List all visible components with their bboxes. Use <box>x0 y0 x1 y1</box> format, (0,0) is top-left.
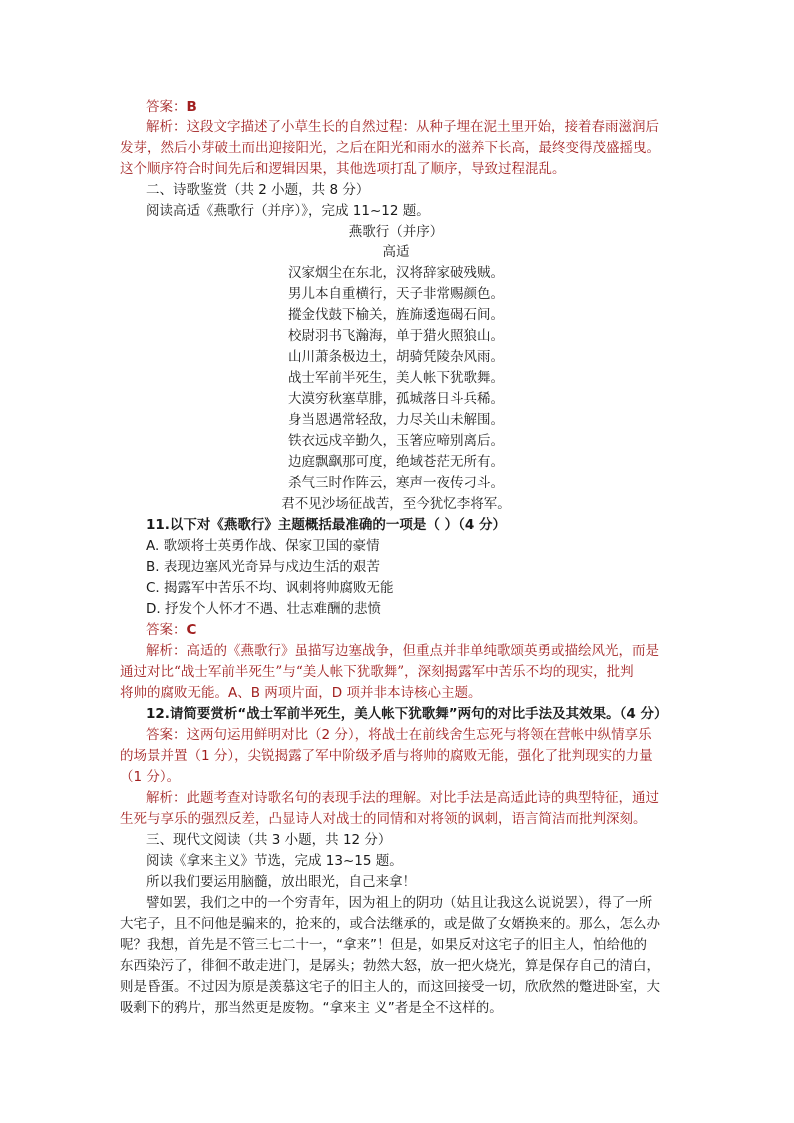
q12-answer-line: 的场景并置（1 分），尖锐揭露了军中阶级矛盾与将帅的腐败无能，强化了批判现实的力量 <box>120 748 653 764</box>
q12-answer-line: （1 分）。 <box>120 769 181 785</box>
passage-line: 东西染污了，徘徊不敢走进门，是孱头；勃然大怒，放一把火烧光，算是保存自己的清白， <box>120 958 660 974</box>
poem-line: 铁衣远戍辛勤久，玉箸应啼别离后。 <box>288 433 504 449</box>
section3-intro: 阅读《拿来主义》节选，完成 13~15 题。 <box>146 853 403 869</box>
q12-answer-line: 答案：这两句运用鲜明对比（2 分），将战士在前线舍生忘死与将领在营帐中纵情享乐 <box>146 727 652 743</box>
q11-analysis-line: 解析：高适的《燕歌行》虽描写边塞战争，但重点并非单纯歌颂英勇或描绘风光，而是 <box>146 643 659 659</box>
q11-option-c: C. 揭露军中苦乐不均、讽刺将帅腐败无能 <box>146 580 394 596</box>
poem-line: 君不见沙场征战苦，至今犹忆李将军。 <box>281 496 511 512</box>
poem-line: 大漠穷秋塞草腓，孤城落日斗兵稀。 <box>288 391 504 407</box>
q12-question: 12.请简要赏析“战士军前半死生，美人帐下犹歌舞”两句的对比手法及其效果。（4 分） <box>146 706 668 722</box>
poem-line: 战士军前半死生，美人帐下犹歌舞。 <box>288 370 504 386</box>
passage-line: 吸剩下的鸦片，那当然更是废物。“拿来主 义”者是全不这样的。 <box>120 1000 503 1016</box>
passage-line: 呢？我想，首先是不管三七二十一，“拿来”！但是，如果反对这宅子的旧主人，怕给他的 <box>120 937 647 953</box>
q10-answer: 答案：B <box>146 99 197 115</box>
poem-line: 身当恩遇常轻敌，力尽关山未解围。 <box>288 412 504 428</box>
q10-analysis-line: 发芽，然后小芽破土而出迎接阳光，之后在阳光和雨水的滋养下长高，最终变得茂盛摇曳。 <box>120 140 660 156</box>
q10-analysis-line: 这个顺序符合时间先后和逻辑因果，其他选项打乱了顺序，导致过程混乱。 <box>120 161 566 177</box>
poem-title: 燕歌行（并序） <box>348 224 444 240</box>
passage-line: 大宅子，且不问他是骗来的，抢来的，或合法继承的，或是做了女婿换来的。那么，怎么办 <box>120 916 660 932</box>
poem-line: 杀气三时作阵云，寒声一夜传刁斗。 <box>288 475 504 491</box>
q11-answer: 答案：C <box>146 622 197 638</box>
passage-line: 譬如罢，我们之中的一个穷青年，因为祖上的阴功（姑且让我这么说说罢），得了一所 <box>146 895 653 911</box>
poem-author: 高适 <box>382 244 410 260</box>
q11-analysis-line: 将帅的腐败无能。A、B 两项片面，D 项并非本诗核心主题。 <box>120 685 482 701</box>
q11-option-b: B. 表现边塞风光奇异与戍边生活的艰苦 <box>146 559 380 575</box>
poem-line: 山川萧条极边土，胡骑凭陵杂风雨。 <box>288 349 504 365</box>
q12-analysis-line: 解析：此题考查对诗歌名句的表现手法的理解。对比手法是高适此诗的典型特征，通过 <box>146 790 659 806</box>
q10-analysis-line: 解析：这段文字描述了小草生长的自然过程：从种子埋在泥土里开始，接着春雨滋润后 <box>146 119 659 135</box>
poem-line: 摐金伐鼓下榆关，旌旆逶迤碣石间。 <box>288 307 504 323</box>
q12-analysis-line: 生死与享乐的强烈反差，凸显诗人对战士的同情和对将领的讽刺，语言简洁而批判深刻。 <box>120 811 647 827</box>
poem-line: 汉家烟尘在东北，汉将辞家破残贼。 <box>288 265 504 281</box>
q11-question: 11.以下对《燕歌行》主题概括最准确的一项是（ ）（4 分） <box>146 517 506 533</box>
poem-line: 男儿本自重横行，天子非常赐颜色。 <box>288 286 504 302</box>
poem-line: 校尉羽书飞瀚海，单于猎火照狼山。 <box>288 328 504 344</box>
passage-line: 所以我们要运用脑髓，放出眼光，自己来拿！ <box>146 874 416 890</box>
passage-line: 则是昏蛋。不过因为原是羡慕这宅子的旧主人的，而这回接受一切，欣欣然的蹩进卧室，大 <box>120 979 660 995</box>
section2-heading: 二、诗歌鉴赏（共 2 小题，共 8 分） <box>146 182 370 198</box>
q11-option-d: D. 抒发个人怀才不遇、壮志难酬的悲愤 <box>146 601 381 617</box>
q11-option-a: A. 歌颂将士英勇作战、保家卫国的豪情 <box>146 538 380 554</box>
q11-analysis-line: 通过对比“战士军前半死生”与“美人帐下犹歌舞”，深刻揭露军中苦乐不均的现实，批判 <box>120 664 634 680</box>
poem-line: 边庭飘飖那可度，绝域苍茫无所有。 <box>288 454 504 470</box>
section2-intro: 阅读高适《燕歌行（并序）》，完成 11~12 题。 <box>146 203 430 219</box>
section3-heading: 三、现代文阅读（共 3 小题，共 12 分） <box>146 832 392 848</box>
